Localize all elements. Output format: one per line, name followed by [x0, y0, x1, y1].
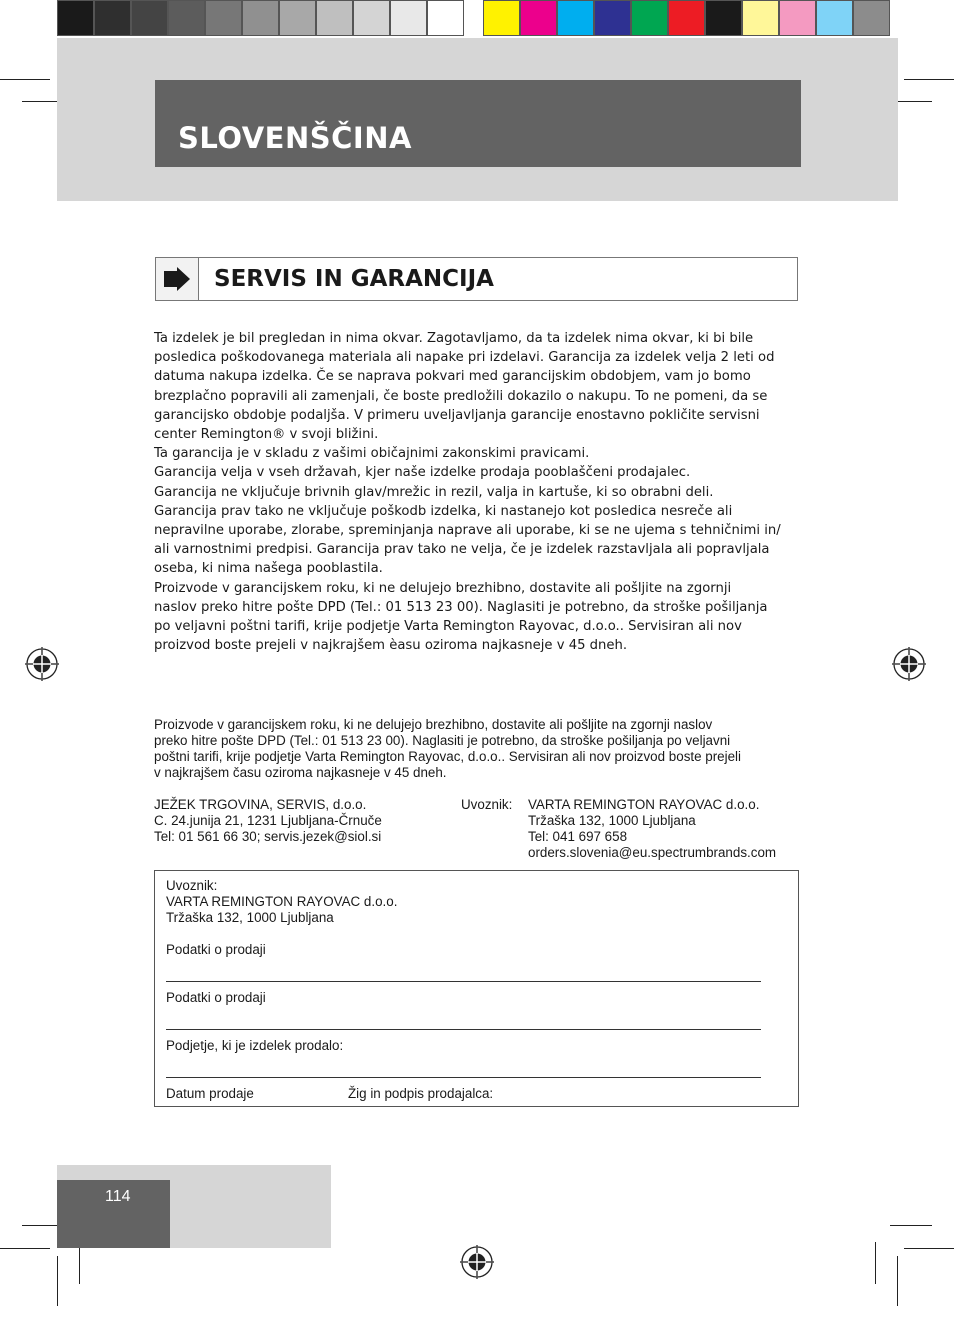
- page-title: SLOVENŠČINA: [178, 121, 412, 155]
- card-importer-name: VARTA REMINGTON RAYOVAC d.o.o.: [166, 894, 398, 909]
- section-heading: [155, 257, 798, 301]
- crop-mark: [57, 1256, 58, 1306]
- crop-mark: [0, 1248, 50, 1249]
- color-swatch: [705, 0, 742, 36]
- text-line: po veljavni poštni tarifi, krije podjetje Varta Remington Rayovac, d.o.o.. Servisiran ali nov: [154, 619, 742, 635]
- text-line: center Remington® v svoji bližini.: [154, 427, 379, 443]
- gray-swatch: [279, 0, 316, 36]
- registration-mark-icon: [25, 647, 59, 681]
- address-line: Tel: 041 697 658: [528, 829, 628, 844]
- color-swatch: [483, 0, 520, 36]
- card-field-label: Podatki o prodaji: [166, 990, 266, 1005]
- importer-address: [528, 797, 776, 861]
- gray-swatch: [316, 0, 353, 36]
- color-swatch: [853, 0, 890, 36]
- crop-mark: [79, 1242, 80, 1284]
- grayscale-calibration-strip: [57, 0, 464, 38]
- page-number: 114: [105, 1188, 131, 1205]
- arrow-right-icon: [156, 258, 199, 300]
- color-swatch: [668, 0, 705, 36]
- text-line: poštni tarifi, krije podjetje Varta Remington Rayovac, d.o.o.. Servisiran ali nov proizvod boste prejeli: [154, 749, 741, 764]
- text-line: datuma nakupa izdelka. Če se naprava pokvari med garancijskim obdobjem, vam jo bomo: [154, 369, 751, 385]
- card-fill-line[interactable]: [166, 981, 761, 982]
- gray-swatch: [57, 0, 94, 36]
- crop-mark: [0, 79, 50, 80]
- text-line: Proizvode v garancijskem roku, ki ne delujejo brezhibno, dostavite ali pošljite na zgornji: [154, 580, 732, 596]
- crop-mark: [904, 79, 954, 80]
- color-swatch: [779, 0, 816, 36]
- shipping-paragraph: [154, 717, 741, 781]
- crop-mark: [897, 1256, 898, 1306]
- card-stamp-label: Žig in podpis prodajalca:: [348, 1086, 494, 1101]
- section-title: SERVIS IN GARANCIJA: [214, 266, 494, 292]
- color-swatch: [520, 0, 557, 36]
- address-line: JEŽEK TRGOVINA, SERVIS, d.o.o.: [154, 797, 367, 812]
- color-swatch: [594, 0, 631, 36]
- text-line: naslov preko hitre pošte DPD (Tel.: 01 513 23 00). Naglasiti je potrebno, da stroške pošiljanja: [154, 599, 768, 615]
- card-fill-line[interactable]: [166, 1077, 761, 1078]
- text-line: garancijsko obdobje podaljša. V primeru uveljavljanja garancije enostavno pokličite servisni: [154, 407, 760, 423]
- crop-mark: [890, 1225, 932, 1226]
- color-calibration-strip: [483, 0, 890, 38]
- gray-swatch: [131, 0, 168, 36]
- text-line: proizvod boste prejeli v najkrajšem èasu oziroma najkasneje v 45 dneh.: [154, 638, 628, 654]
- text-line: brezplačno popravili ali zamenjali, če boste predložili dokazilo o nakupu. To ne pomeni, da se: [154, 388, 768, 404]
- text-line: v najkrajšem času oziroma najkasneje v 45 dneh.: [154, 765, 447, 780]
- address-line: C. 24.junija 21, 1231 Ljubljana-Črnuče: [154, 813, 382, 828]
- gray-swatch: [94, 0, 131, 36]
- text-line: nepravilne uporabe, zlorabe, spreminjanja naprave ali uporabe, ki se ne ujema s tehničnimi in/: [154, 523, 781, 539]
- gray-swatch: [427, 0, 464, 36]
- color-swatch: [631, 0, 668, 36]
- crop-mark: [904, 1248, 954, 1249]
- text-line: Ta garancija je v skladu z vašimi običajnimi zakonskimi pravicami.: [154, 446, 590, 462]
- text-line: oseba, ki nima našega pooblastila.: [154, 561, 383, 577]
- text-line: Proizvode v garancijskem roku, ki ne delujejo brezhibno, dostavite ali pošljite na zgornji naslov: [154, 717, 713, 732]
- card-fill-line[interactable]: [166, 1029, 761, 1030]
- address-line: Tel: 01 561 66 30; servis.jezek@siol.si: [154, 829, 382, 844]
- address-line: Tržaška 132, 1000 Ljubljana: [528, 813, 696, 828]
- warranty-card: [154, 870, 799, 1107]
- card-importer-address: Tržaška 132, 1000 Ljubljana: [166, 910, 334, 925]
- importer-label: Uvoznik:: [461, 797, 513, 812]
- gray-swatch: [242, 0, 279, 36]
- text-line: Garancija velja v vseh državah, kjer naše izdelke prodaja pooblaščeni prodajalec.: [154, 465, 691, 481]
- address-line: VARTA REMINGTON RAYOVAC d.o.o.: [528, 797, 760, 812]
- color-swatch: [557, 0, 594, 36]
- gray-swatch: [168, 0, 205, 36]
- service-address: [154, 797, 382, 845]
- card-field-label: Podatki o prodaji: [166, 942, 266, 957]
- gray-swatch: [390, 0, 427, 36]
- color-swatch: [816, 0, 853, 36]
- crop-mark: [875, 1242, 876, 1284]
- color-swatch: [742, 0, 779, 36]
- registration-mark-icon: [460, 1245, 494, 1279]
- text-line: posledica poškodovanega materiala ali napake pri izdelavi. Garancija za izdelek velja 2 leti od: [154, 350, 775, 366]
- card-date-label: Datum prodaje: [166, 1086, 254, 1101]
- address-line: orders.slovenia@eu.spectrumbrands.com: [528, 845, 777, 860]
- card-field-label: Podjetje, ki je izdelek prodalo:: [166, 1038, 344, 1053]
- text-line: Garancija prav tako ne vključuje poškodb izdelka, ki nastanejo kot posledica nesreče ali: [154, 503, 733, 519]
- card-importer-label: Uvoznik:: [166, 878, 218, 893]
- gray-swatch: [353, 0, 390, 36]
- text-line: preko hitre pošte DPD (Tel.: 01 513 23 00). Naglasiti je potrebno, da stroške pošiljanja po veljavni: [154, 733, 731, 748]
- text-line: Garancija ne vključuje brivnih glav/mrežic in rezil, valja in kartuše, ki so obrabni deli.: [154, 484, 714, 500]
- text-line: Ta izdelek je bil pregledan in nima okvar. Zagotavljamo, da ta izdelek nima okvar, ki bi bile: [154, 331, 754, 346]
- registration-mark-icon: [892, 647, 926, 681]
- gray-swatch: [205, 0, 242, 36]
- text-line: ali varnostnimi predpisi. Garancija prav tako ne velja, če je izdelek razstavljala ali popravljala: [154, 542, 770, 558]
- warranty-text: [154, 329, 804, 655]
